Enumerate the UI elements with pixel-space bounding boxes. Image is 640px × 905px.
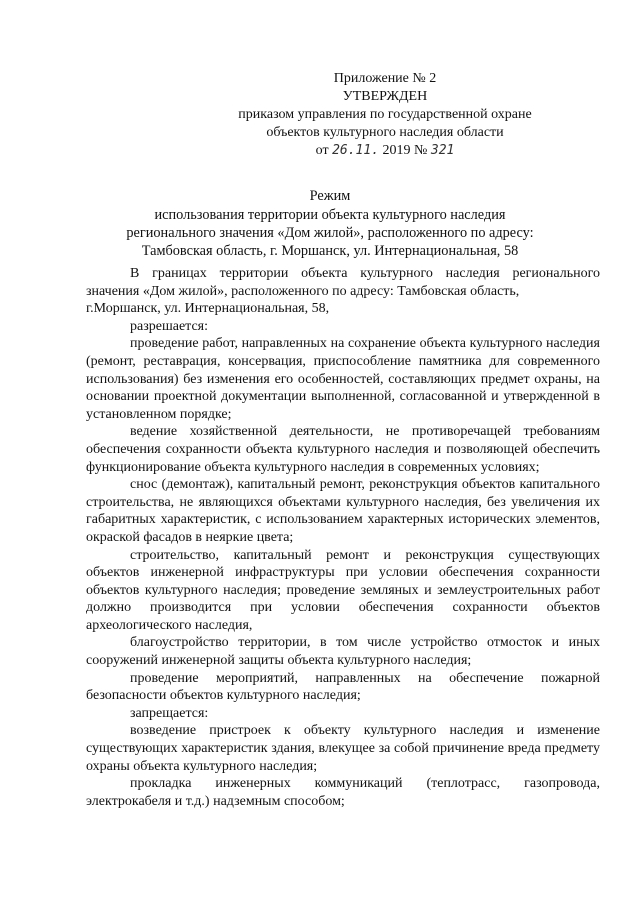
order-date-line bbox=[230, 142, 540, 160]
heading-allowed: разрешается: bbox=[130, 318, 208, 334]
approved-label: УТВЕРЖДЕН bbox=[342, 89, 428, 104]
paragraph-address: г.Моршанск, ул. Интернациональная, 58, bbox=[86, 301, 330, 317]
date-prefix: от bbox=[315, 143, 329, 158]
paragraph-allowed-6: проведение мероприятий, направленных на обеспечение пожарной безопасности объектов культурного наследия; bbox=[86, 670, 600, 704]
title-line-3: регионального значения «Дом жилой», расположенного по адресу: bbox=[126, 225, 534, 241]
document-body bbox=[86, 265, 600, 810]
title-line-2: использования территории объекта культурного наследия bbox=[154, 207, 506, 223]
title-line-4: Тамбовская область, г. Моршанск, ул. Интернациональная, 58 bbox=[141, 243, 519, 259]
handwritten-number: 321 bbox=[430, 143, 455, 158]
appendix-label: Приложение № 2 bbox=[333, 71, 437, 86]
paragraph-intro: В границах территории объекта культурного наследия регионального значения «Дом жилой», расположенного по адресу: Тамбовская область, bbox=[86, 266, 600, 299]
title-regime: Режим bbox=[309, 188, 351, 204]
paragraph-allowed-4: строительство, капитальный ремонт и реконструкция существующих объектов инженерной инфраструктуры при условии обеспечения сохранности объектов культурного наследия; проведение земляных и землеустроительных работ должно производится при условии обеспечения сохранности объектов археологического наследия, bbox=[86, 547, 600, 633]
handwritten-date: 26.11. bbox=[332, 143, 380, 158]
paragraph-allowed-2: ведение хозяйственной деятельности, не противоречащей требованиям обеспечения сохранности объекта культурного наследия и позволяющей обеспечить функционирование объекта культурного наследия в современных условиях; bbox=[86, 424, 600, 475]
paragraph-allowed-1: проведение работ, направленных на сохранение объекта культурного наследия (ремонт, реставрация, консервация, приспособление памятника для современного использования) без изменения его особенностей, составляющих предмет охраны, на основании проектной документации выполненной, согласованной и утвержденной в установленном порядке; bbox=[86, 336, 600, 422]
paragraph-allowed-3: снос (демонтаж), капитальный ремонт, реконструкция объектов капитального строительства, не являющихся объектами культурного наследия, без увеличения их габаритных характеристик, с использованием характерных исторических элементов, окраской фасадов в неяркие цвета; bbox=[86, 477, 600, 545]
order-year: 2019 bbox=[382, 143, 411, 158]
paragraph-prohibited-2: прокладка инженерных коммуникаций (теплотрасс, газопровода, электрокабеля и т.д.) надземным способом; bbox=[86, 776, 600, 809]
number-sign: № bbox=[414, 143, 428, 158]
paragraph-allowed-5: благоустройство территории, в том числе устройство отмосток и иных сооружений инженерной защиты объекта культурного наследия; bbox=[86, 635, 600, 669]
order-line-1: приказом управления по государственной охране bbox=[238, 107, 532, 122]
paragraph-prohibited-1: возведение пристроек к объекту культурного наследия и изменение существующих характеристик здания, влекущее за собой причинение вреда предмету охраны объекта культурного наследия; bbox=[86, 723, 600, 774]
order-line-2: объектов культурного наследия области bbox=[266, 125, 504, 140]
heading-prohibited: запрещается: bbox=[130, 705, 209, 721]
